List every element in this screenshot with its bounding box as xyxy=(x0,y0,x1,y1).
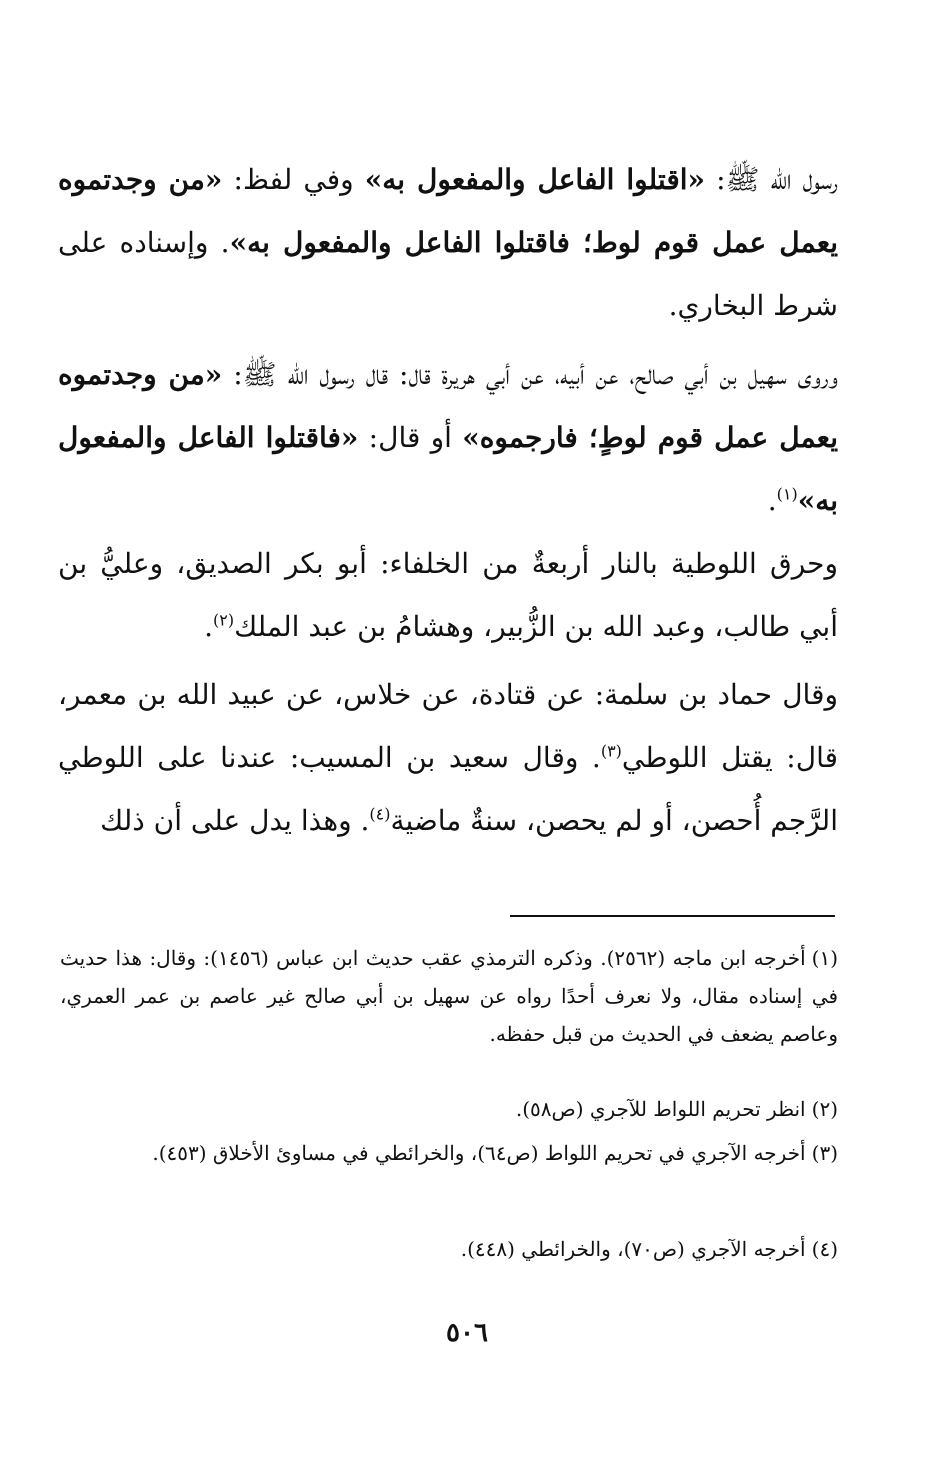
text-span: . وهذا يدل على أن ذلك xyxy=(100,804,370,837)
footnote-2 xyxy=(60,1090,838,1128)
footnote-text: أخرجه ابن ماجه (٢٥٦٢). وذكره الترمذي عقب حديث ابن عباس (١٤٥٦): وقال: هذا حديث في إسناده مقال، ولا نعرف أحدًا رواه عن سهيل بن أبي صالح غير عاصم بن عمر العمري، وعاصم يضعف في الحديث من قبل حفظه. xyxy=(60,946,838,1046)
footnote-number: (١) xyxy=(811,946,839,970)
text-span: . وقال سعيد بن المسيب: عندنا على اللوطي الرَّجم أُحصن، أو لم يحصن، سنةٌ ماضية xyxy=(58,741,838,837)
footnote-text: أخرجه الآجري (ص٧٠)، والخرائطي (٤٤٨). xyxy=(460,1237,806,1261)
footnote-separator xyxy=(510,915,835,917)
paragraph-2 xyxy=(58,343,888,532)
paragraph-3 xyxy=(58,532,888,658)
text-span: وحرق اللوطية بالنار أربعةٌ من الخلفاء: أبو بكر الصديق، وعليُّ بن أبي طالب، وعبد الله بن الزُّبير، وهشامُ بن عبد الملك xyxy=(58,547,838,643)
footnote-number: (٢) xyxy=(811,1097,838,1121)
hadith-quote: «اقتلوا الفاعل والمفعول به» xyxy=(364,163,706,196)
text-span: وقال حماد بن سلمة: عن قتادة، عن خلاس، عن عبيد الله بن معمر، قال: يقتل اللوطي xyxy=(58,678,838,774)
text-span: أو قال: xyxy=(358,421,463,454)
text-span: رسول الله ﷺ: xyxy=(705,163,839,196)
hadith-quote: «من وجدتموه يعمل عمل قوم لوطٍ؛ فارجموه» xyxy=(58,358,838,454)
page-number: ٥٠٦ xyxy=(446,1318,488,1348)
footnote-text: انظر تحريم اللواط للآجري (ص٥٨). xyxy=(515,1097,806,1121)
footnote-ref-2[interactable]: (٢) xyxy=(212,610,235,630)
text-span: . وإسناده على شرط البخاري. xyxy=(58,226,838,322)
hadith-quote: «من وجدتموه يعمل عمل قوم لوط؛ فاقتلوا الفاعل والمفعول به» xyxy=(58,163,838,259)
paragraph-1 xyxy=(58,148,838,337)
footnote-number: (٣) xyxy=(811,1141,838,1165)
footnote-text: أخرجه الآجري في تحريم اللواط (ص٦٤)، والخرائطي في مساوئ الأخلاق (٤٥٣). xyxy=(152,1141,806,1165)
footnote-4 xyxy=(60,1230,838,1268)
hadith-quote: «فاقتلوا الفاعل والمفعول به» xyxy=(58,421,838,517)
footnote-number: (٤) xyxy=(811,1237,838,1261)
footnote-ref-1[interactable]: (١) xyxy=(776,484,798,504)
footnote-ref-4[interactable]: (٤) xyxy=(369,804,391,824)
text-span: . xyxy=(767,484,777,517)
text-span: وروى سهيل بن أبي صالح، عن أبيه، عن أبي هريرة قال: قال رسول الله ﷺ: xyxy=(222,358,838,391)
footnote-1 xyxy=(60,939,838,1053)
footnote-ref-3[interactable]: (٣) xyxy=(600,741,622,761)
footnote-3 xyxy=(60,1134,838,1172)
text-span: . xyxy=(204,610,213,643)
paragraph-4 xyxy=(58,663,888,852)
text-span: وفي لفظ: xyxy=(222,163,365,196)
